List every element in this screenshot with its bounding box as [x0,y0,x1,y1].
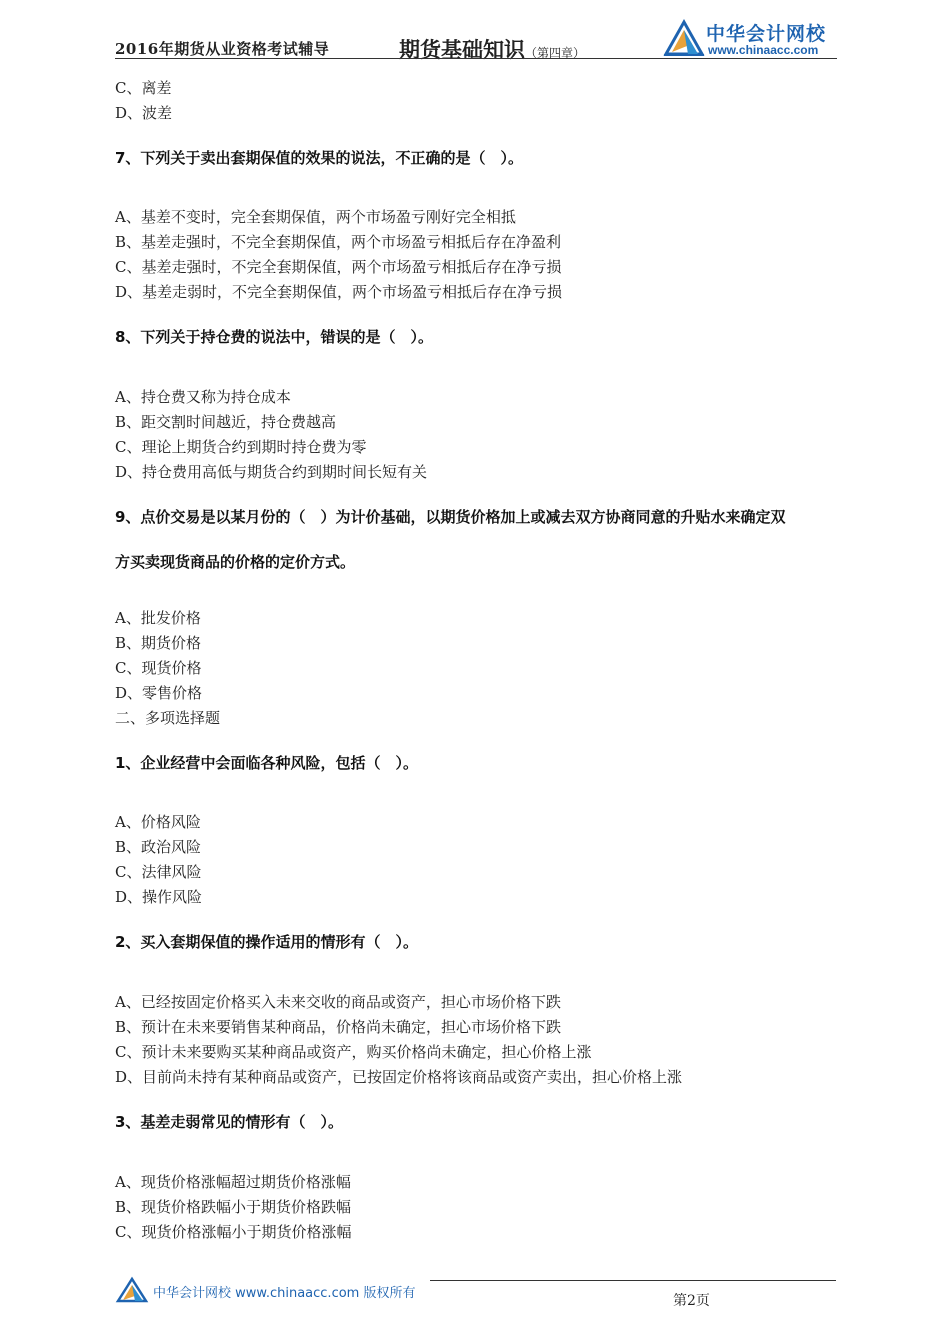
option-line: C、基差走强时，不完全套期保值，两个市场盈亏相抵后存在净亏损 [115,258,562,276]
exam-title: 2016年期货从业资格考试辅导 [115,40,330,58]
option-line: C、现货价格涨幅小于期货价格涨幅 [115,1223,352,1241]
chapter-label: （第四章） [525,46,586,60]
option-line: B、现货价格跌幅小于期货价格跌幅 [115,1198,352,1216]
footer-divider [430,1280,836,1281]
logo-triangle-icon [662,18,706,58]
option-line: D、持仓费用高低与期货合约到期时间长短有关 [115,463,428,481]
question-8: 8、下列关于持仓费的说法中，错误的是（ ）。 [115,328,433,346]
option-line: A、批发价格 [115,609,201,627]
option-line: D、波差 [115,104,173,122]
option-line: B、基差走强时，不完全套期保值，两个市场盈亏相抵后存在净盈利 [115,233,562,251]
option-line: A、现货价格涨幅超过期货价格涨幅 [115,1173,351,1191]
question-9: 9、点价交易是以某月份的（ ）为计价基础，以期货价格加上或减去双方协商同意的升贴水来确定双 [115,508,786,526]
question-7: 7、下列关于卖出套期保值的效果的说法，不正确的是（ ）。 [115,149,523,167]
logo-url: www.chinaacc.com [708,43,819,57]
option-line: D、操作风险 [115,888,203,906]
option-line: A、已经按固定价格买入未来交收的商品或资产，担心市场价格下跌 [115,993,561,1011]
option-line: B、政治风险 [115,838,202,856]
option-line: C、离差 [115,79,172,97]
question-m3: 3、基差走弱常见的情形有（ ）。 [115,1113,343,1131]
question-m1: 1、企业经营中会面临各种风险，包括（ ）。 [115,754,418,772]
option-line: A、基差不变时，完全套期保值，两个市场盈亏刚好完全相抵 [115,208,516,226]
option-line: C、法律风险 [115,863,202,881]
site-logo [662,18,838,58]
section-heading: 二、多项选择题 [115,709,221,727]
question-9-cont: 方买卖现货商品的价格的定价方式。 [115,553,356,571]
copyright-text: 中华会计网校 www.chinaacc.com 版权所有 [153,1286,416,1301]
logo-name: 中华会计网校 [706,23,827,45]
option-line: D、目前尚未持有某种商品或资产，已按固定价格将该商品或资产卖出，担心价格上涨 [115,1068,683,1086]
option-line: C、理论上期货合约到期时持仓费为零 [115,438,367,456]
option-line: A、价格风险 [115,813,201,831]
option-line: B、预计在未来要销售某种商品，价格尚未确定，担心市场价格下跌 [115,1018,562,1036]
question-m2: 2、买入套期保值的操作适用的情形有（ ）。 [115,933,418,951]
option-line: B、期货价格 [115,634,202,652]
option-line: C、现货价格 [115,659,202,677]
option-line: A、持仓费又称为持仓成本 [115,388,291,406]
option-line: D、基差走弱时，不完全套期保值，两个市场盈亏相抵后存在净亏损 [115,283,563,301]
option-line: C、预计未来要购买某种商品或资产，购买价格尚未确定，担心价格上涨 [115,1043,592,1061]
footer-logo-icon [115,1276,149,1304]
subject-name: 期货基础知识 [399,38,525,62]
option-line: D、零售价格 [115,684,203,702]
subject-title [399,34,585,64]
page-number: 第2页 [673,1293,710,1309]
header-divider [115,58,837,59]
page-footer [115,1276,837,1316]
option-line: B、距交割时间越近，持仓费越高 [115,413,337,431]
